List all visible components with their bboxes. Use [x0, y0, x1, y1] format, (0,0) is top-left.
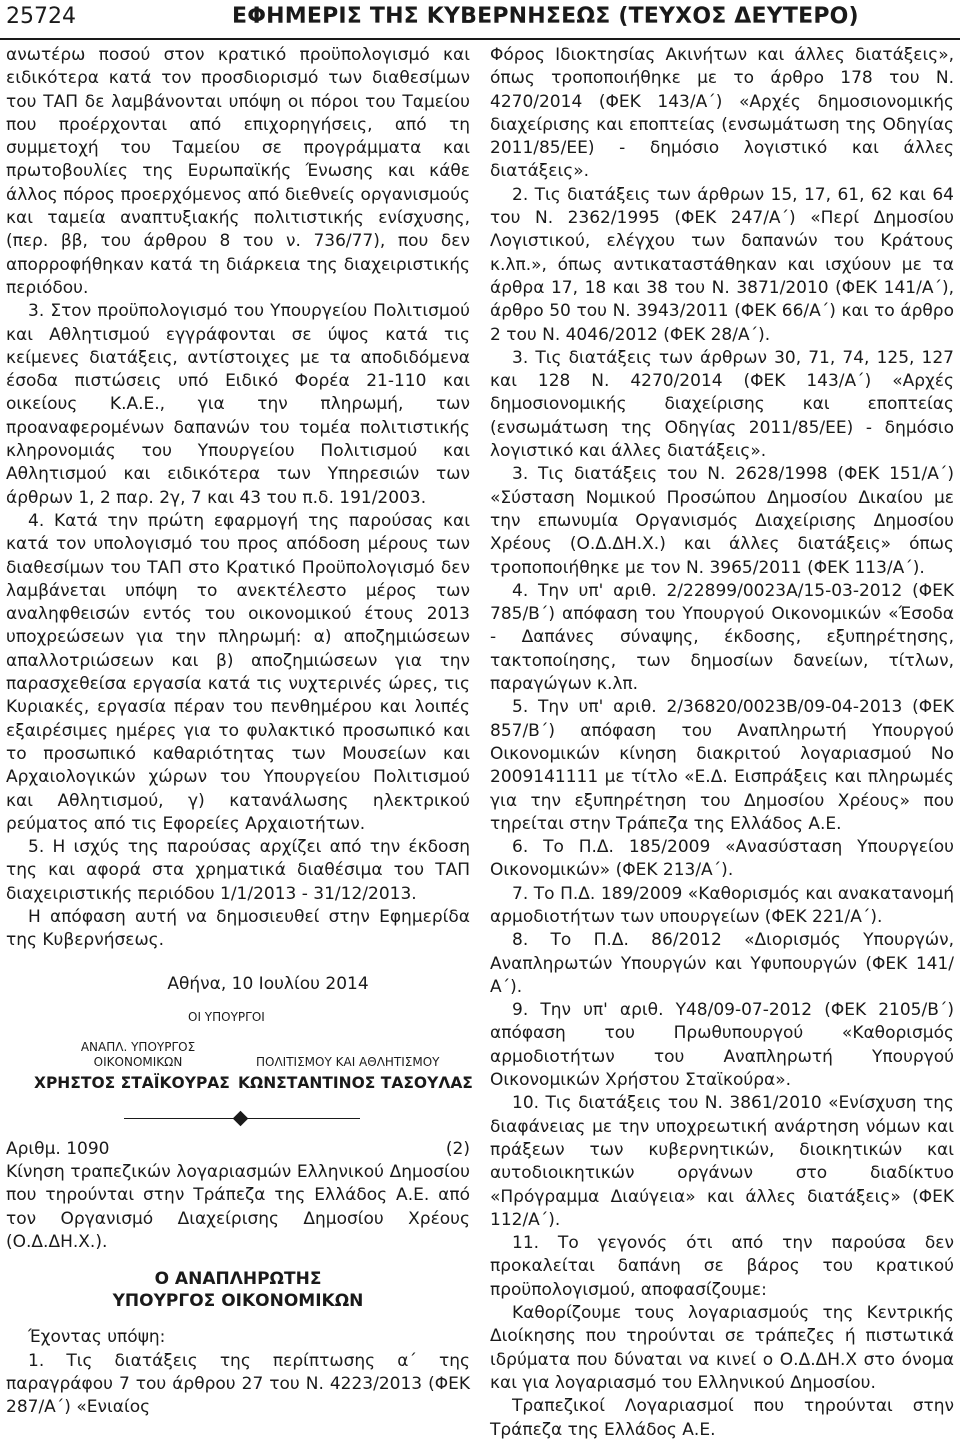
- document-number: Αριθμ. 1090: [6, 1138, 110, 1159]
- signing-date: Αθήνα, 10 Ιουλίου 2014: [167, 973, 369, 994]
- paragraph: 3. Τις διατάξεις του Ν. 2628/1998 (ΦΕΚ 151/Α΄) «Σύσταση Νομικού Προσώπου Δημοσίου Δικαίου με την επωνυμία Οργανισμός Διαχείρισης Δημοσίου Χρέους (Ο.Δ.ΔΗ.Χ.) και άλλες διατάξεις» όπως τροποποιήθηκε με τον Ν. 3965/2011 (ΦΕΚ 113/Α΄).: [490, 464, 954, 578]
- paragraph: 4. Την υπ' αριθ. 2/22899/0023Α/15-03-2012 (ΦΕΚ 785/Β΄) απόφαση του Υπουργού Οικονομικών «Έσοδα - Δαπάνες σύναψης, έκδοσης, εξυπηρέτησης, τακτοποίησης, των δημοσίων δανείων, τίτλων, παραγώγων κ.λπ.: [490, 580, 954, 695]
- paragraph: 6. Το Π.Δ. 185/2009 «Ανασύσταση Υπουργείου Οικονομικών» (ΦΕΚ 213/Α΄).: [490, 837, 954, 881]
- left-column: [6, 44, 473, 1420]
- left-signatory-role: [78, 1040, 198, 1070]
- paragraph: Φόρος Ιδιοκτησίας Ακινήτων και άλλες διατάξεις», όπως τροποποιήθηκε με το άρθρο 178 του Ν. 4270/2014 (ΦΕΚ 143/Α΄) «Αρχές δημοσιονομικής διαχείρισης και εποπτείας (ενσωμάτωση της Οδηγίας 2011/85/ΕΕ) - δημόσιο λογιστικό και άλλες διατάξεις».: [490, 45, 954, 182]
- paragraph: 3. Τις διατάξεις των άρθρων 30, 71, 74, 125, 127 και 128 Ν. 4270/2014 (ΦΕΚ 143/Α΄) «Αρχές δημοσιονομικής διαχείρισης και εποπτείας (ενσωμάτωση της Οδηγίας 2011/85/ΕΕ) - δημόσιο λογιστικό και άλλες διατάξεις».: [490, 347, 954, 462]
- paragraph: Η απόφαση αυτή να δημοσιευθεί στην Εφημερίδα της Κυβερνήσεως.: [6, 906, 470, 951]
- page-number: 25724: [6, 4, 76, 29]
- paragraph: 5. Την υπ' αριθ. 2/36820/0023Β/09-04-2013 (ΦΕΚ 857/Β΄) απόφαση του Αναπληρωτή Υπουργού Οικονομικών κίνηση διακριτού λογαριασμού Νο 2009141111 με τίτλο «Ε.Δ. Εισπράξεις και πληρωμές για την εξυπηρέτηση του Δημοσίου Χρέους» που τηρείται στην Τράπεζα της Ελλάδος Α.Ε.: [490, 697, 954, 834]
- paragraph: 5. Η ισχύς της παρούσας αρχίζει από την έκδοση της και αφορά στα χρηματικά διαθέσιμα του ΤΑΠ διαχειριστικής περιόδου 1/1/2013 - 31/12/2013.: [6, 837, 470, 904]
- right-signatory-role: ΠΟΛΙΤΙΣΜΟΥ ΚΑΙ ΑΘΛΗΤΙΣΜΟΥ: [256, 1054, 440, 1069]
- signatories-heading: ΟΙ ΥΠΟΥΡΓΟΙ: [188, 1009, 265, 1024]
- signature-block: [6, 1009, 473, 1104]
- paragraph: 10. Τις διατάξεις του Ν. 3861/2010 «Ενίσχυση της διαφάνειας με την υποχρεωτική ανάρτηση νόμων και πράξεων των κυβερνητικών, διοικητικών και αυτοδιοικητικών οργάνων στο διαδίκτυο «Πρόγραμμα Διαύγεια» και άλλες διατάξεις» (ΦΕΚ 112/Α΄).: [490, 1093, 954, 1230]
- document-title: Κίνηση τραπεζικών λογαριασμών Ελληνικού Δημοσίου που τηρούνται στην Τράπεζα της Ελλάδος Α.Ε. από τον Οργανισμό Διαχείρισης Δημοσίου Χρέους (Ο.Δ.ΔΗ.Χ.).: [6, 1162, 470, 1253]
- left-role-line-2: ΟΙΚΟΝΟΜΙΚΩΝ: [93, 1054, 183, 1069]
- paragraph: Καθορίζουμε τους λογαριασμούς της Κεντρικής Διοίκησης που τηρούνται σε τράπεζες ή πιστωτικά ιδρύματα που δύναται να κινεί ο Ο.Δ.ΔΗ.Χ στο όνομα και για λογαριασμό του Ελληνικού Δημοσίου.: [490, 1303, 954, 1393]
- having-regard: Έχοντας υπόψη:: [28, 1327, 166, 1348]
- paragraph: 3. Στον προϋπολογισμό του Υπουργείου Πολιτισμού και Αθλητισμού εγγράφονται σε ύψος κατά τις κείμενες διατάξεις, αντίστοιχες με τα αποδιδόμενα έσοδα πιστώσεις υπό Ειδικό Φορέα 21-110 και οικείους Κ.Α.Ε., για την πληρωμή, των προαναφερομένων δαπανών του τομέα πολιτιστικής κληρονομιάς του Υπουργείου Πολιτισμού και Αθλητισμού και ειδικότερα των Υπηρεσιών των άρθρων 1, 2 παρ. 2γ, 7 και 43 του π.δ. 191/2003.: [6, 301, 470, 508]
- section-divider: [6, 1104, 470, 1134]
- paragraph: 11. Το γεγονός ότι από την παρούσα δεν προκαλείται δαπάνη σε βάρος του κρατικού προϋπολογισμού, αποφασίζουμε:: [490, 1233, 954, 1300]
- paragraph: 7. Το Π.Δ. 189/2009 «Καθορισμός και ανακατανομή αρμοδιοτήτων των υπουργείων (ΦΕΚ 221/Α΄).: [490, 883, 954, 927]
- document-number-suffix: (2): [445, 1138, 470, 1159]
- paragraph: ανωτέρω ποσού στον κρατικό προϋπολογισμό και ειδικότερα κατά τον προσδιορισμό των διαθεσίμων του ΤΑΠ δε λαμβάνονται υπόψη οι πόροι του Ταμείου που προέρχονται από επιχορηγήσεις, από τη συμμετοχή του Ταμείου σε προγράμματα και πρωτοβουλίες της Ευρωπαϊκής Ένωσης και κάθε άλλος πόρος προερχόμενος από διεθνείς οργανισμούς και ταμεία αναπτυξιακής πολιτιστικής ενίσχυσης, (περ. ββ, του άρθρου 8 του ν. 736/77), που δεν απορροφήθηκαν κατά τη διάρκεια της διαχειριστικής περιόδου.: [6, 45, 470, 298]
- page-header: [0, 0, 960, 40]
- paragraph: 8. Το Π.Δ. 86/2012 «Διορισμός Υπουργών, Αναπληρωτών Υπουργών και Υφυπουργών (ΦΕΚ 141/Α΄).: [490, 930, 954, 997]
- right-signatory-name: ΚΩΝΣΤΑΝΤΙΝΟΣ ΤΑΣΟΥΛΑΣ: [238, 1073, 473, 1092]
- paragraph: Τραπεζικοί Λογαριασμοί που τηρούνται στην Τράπεζα της Ελλάδος Α.Ε.: [490, 1396, 954, 1440]
- right-column: [490, 44, 954, 1442]
- diamond-ornament-icon: [233, 1111, 249, 1127]
- paragraph: 1. Τις διατάξεις της περίπτωσης α΄ της παραγράφου 7 του άρθρου 27 του Ν. 4223/2013 (ΦΕΚ 287/Α΄) «Ενιαίος: [6, 1350, 470, 1418]
- authority-line-2: ΥΠΟΥΡΓΟΣ ΟΙΚΟΝΟΜΙΚΩΝ: [112, 1291, 364, 1312]
- left-signatory-name: ΧΡΗΣΤΟΣ ΣΤΑΪΚΟΥΡΑΣ: [34, 1073, 230, 1092]
- paragraph: 9. Την υπ' αριθ. Υ48/09-07-2012 (ΦΕΚ 2105/Β΄) απόφαση του Πρωθυπουργού «Καθορισμός αρμοδιοτήτων του Αναπληρωτή Υπουργού Οικονομικών Χρήστου Σταϊκούρα».: [490, 1000, 954, 1091]
- paragraph: 2. Τις διατάξεις των άρθρων 15, 17, 61, 62 και 64 του Ν. 2362/1995 (ΦΕΚ 247/Α΄) «Περί Δημοσίου Λογιστικού, ελέγχου των δαπανών του Κράτους κ.λπ.», όπως αντικαταστάθηκαν και ισχύουν με τα άρθρα 17, 18 και 38 του Ν. 3871/2010 (ΦΕΚ 141/Α΄), άρθρο 50 του Ν. 3943/2011 (ΦΕΚ 66/Α΄) και το άρθρο 2 του Ν. 4046/2012 (ΦΕΚ 28/Α΄).: [490, 184, 954, 345]
- paragraph: 4. Κατά την πρώτη εφαρμογή της παρούσας και κατά τον υπολογισμό του προς απόδοση μέρους των διαθεσίμων του ΤΑΠ στο Κρατικό Προϋπολογισμό δεν λαμβάνεται υπόψη το ανεκτέλεστο μέρος των αναληφθεισών εντός του οικονομικού έτους 2013 υποχρεώσεων για την πληρωμή: α) αποζημιώσεων απαλλοτριώσεων και β) αποζημιώσεων για την παρασχεθείσα εργασία κατά τις νυχτερινές ώρες, τις Κυριακές, εργασία πέραν του πενθημέρου και λοιπές εξαιρέσιμες ημέρες για το φυλακτικό προσωπικό και το προσωπικό καθαριότητας των Μουσείων και Αρχαιολογικών χώρων του Υπουργείου Πολιτισμού και Αθλητισμού, γ) κατανάλωσης ηλεκτρικού ρεύματος από τις Εφορείες Αρχαιοτήτων.: [6, 510, 470, 834]
- gazette-title: ΕΦΗΜΕΡΙΣ ΤΗΣ ΚΥΒΕΡΝΗΣΕΩΣ (ΤΕΥΧΟΣ ΔΕΥΤΕΡΟ): [232, 4, 859, 29]
- document-number-row: [6, 1138, 470, 1161]
- authority-line-1: Ο ΑΝΑΠΛΗΡΩΤΗΣ: [154, 1269, 322, 1290]
- left-role-line-1: ΑΝΑΠΛ. ΥΠΟΥΡΓΟΣ: [80, 1039, 196, 1054]
